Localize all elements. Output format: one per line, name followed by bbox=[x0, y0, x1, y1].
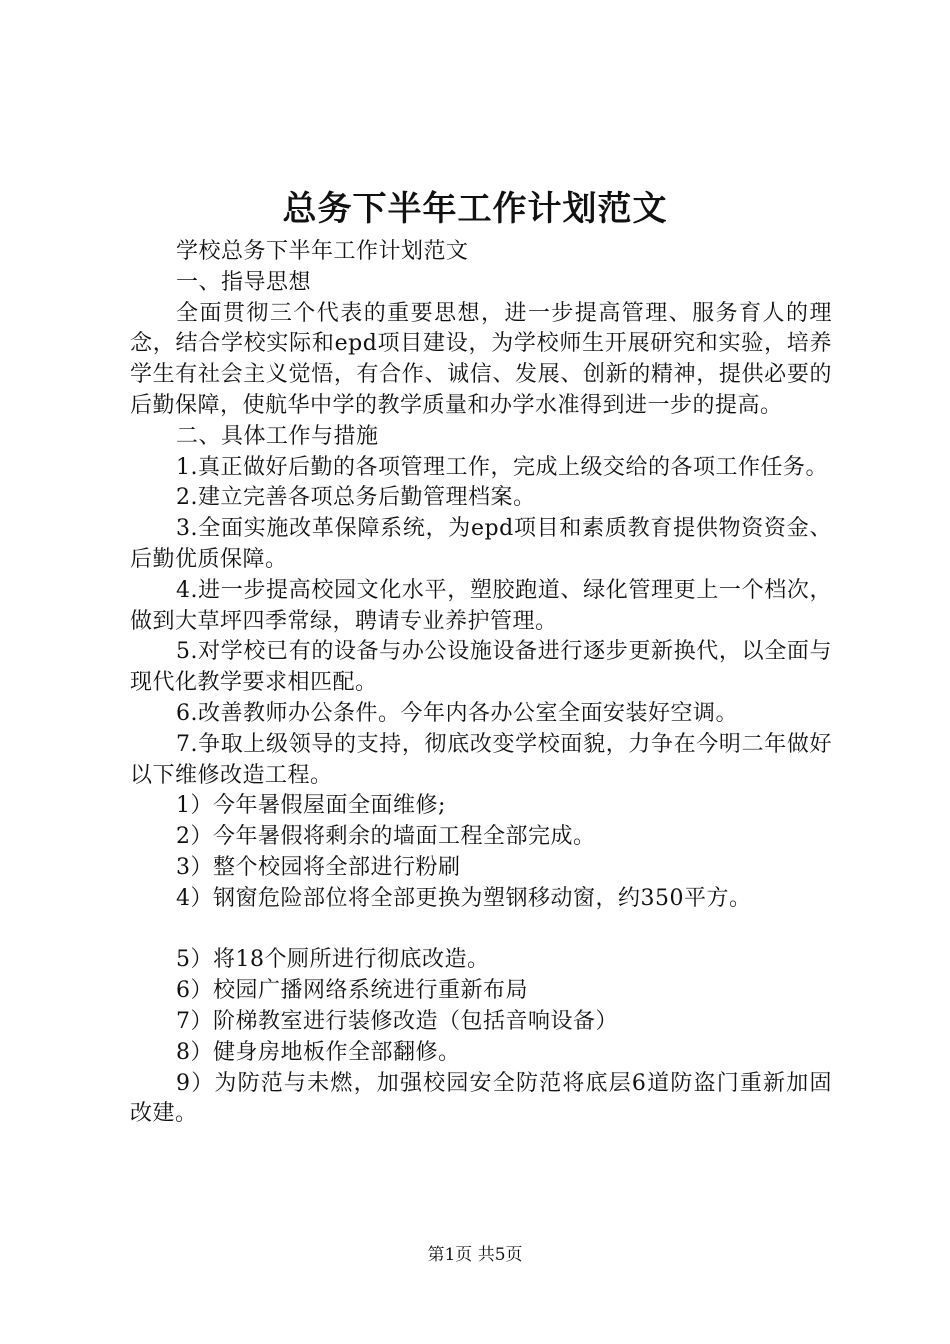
repair-item-1: 1）今年暑假屋面全面维修; bbox=[176, 793, 446, 819]
measure-item-3: 3.全面实施改革保障系统，为epd项目和素质教育提供物资资金、后勤优质保障。 bbox=[130, 516, 832, 572]
measure-item-1: 1.真正做好后勤的各项管理工作，完成上级交给的各项工作任务。 bbox=[176, 454, 828, 480]
repair-item-8: 8）健身房地板作全部翻修。 bbox=[176, 1039, 461, 1065]
document-body bbox=[130, 237, 832, 1130]
section-heading-specific-measures: 二、具体工作与措施 bbox=[176, 423, 379, 449]
section-heading-guiding-ideology: 一、指导思想 bbox=[176, 269, 312, 295]
repair-item-4: 4）钢窗危险部位将全部更换为塑钢移动窗，约350平方。 bbox=[176, 885, 752, 911]
repair-item-2: 2）今年暑假将剩余的墙面工程全部完成。 bbox=[176, 824, 596, 850]
measure-item-2: 2.建立完善各项总务后勤管理档案。 bbox=[176, 485, 536, 511]
repair-item-5: 5）将18个厕所进行彻底改造。 bbox=[176, 947, 490, 973]
measure-item-5: 5.对学校已有的设备与办公设施设备进行逐步更新换代，以全面与现代化教学要求相匹配。 bbox=[130, 639, 832, 696]
repair-item-3: 3）整个校园将全部进行粉刷 bbox=[176, 854, 461, 880]
measure-item-4: 4.进一步提高校园文化水平，塑胶跑道、绿化管理更上一个档次，做到大草坪四季常绿，聘请专业养护管理。 bbox=[130, 577, 832, 634]
repair-item-6: 6）校园广播网络系统进行重新布局 bbox=[176, 978, 528, 1004]
page-indicator: 第1页 共5页 bbox=[427, 1245, 523, 1265]
measure-item-7: 7.争取上级领导的支持，彻底改变学校面貌，力争在今明二年做好以下维修改造工程。 bbox=[130, 731, 832, 788]
blank-line bbox=[130, 915, 832, 946]
repair-item-9: 9）为防范与未燃，加强校园安全防范将底层6道防盗门重新加固改建。 bbox=[130, 1070, 832, 1127]
measure-item-6: 6.改善教师办公条件。今年内各办公室全面安装好空调。 bbox=[176, 700, 738, 726]
paragraph-guiding-ideology: 全面贯彻三个代表的重要思想，进一步提高管理、服务育人的理念，结合学校实际和epd项目建设，为学校师生开展研究和实验，培养学生有社会主义觉悟，有合作、诚信、发展、创新的精神，提供必要的后勤保障，使航华中学的教学质量和办学水准得到进一步的提高。 bbox=[130, 300, 832, 418]
subtitle-paragraph: 学校总务下半年工作计划范文 bbox=[176, 239, 469, 264]
document-title: 总务下半年工作计划范文 bbox=[282, 189, 668, 229]
repair-item-7: 7）阶梯教室进行装修改造（包括音响设备） bbox=[176, 1008, 618, 1034]
